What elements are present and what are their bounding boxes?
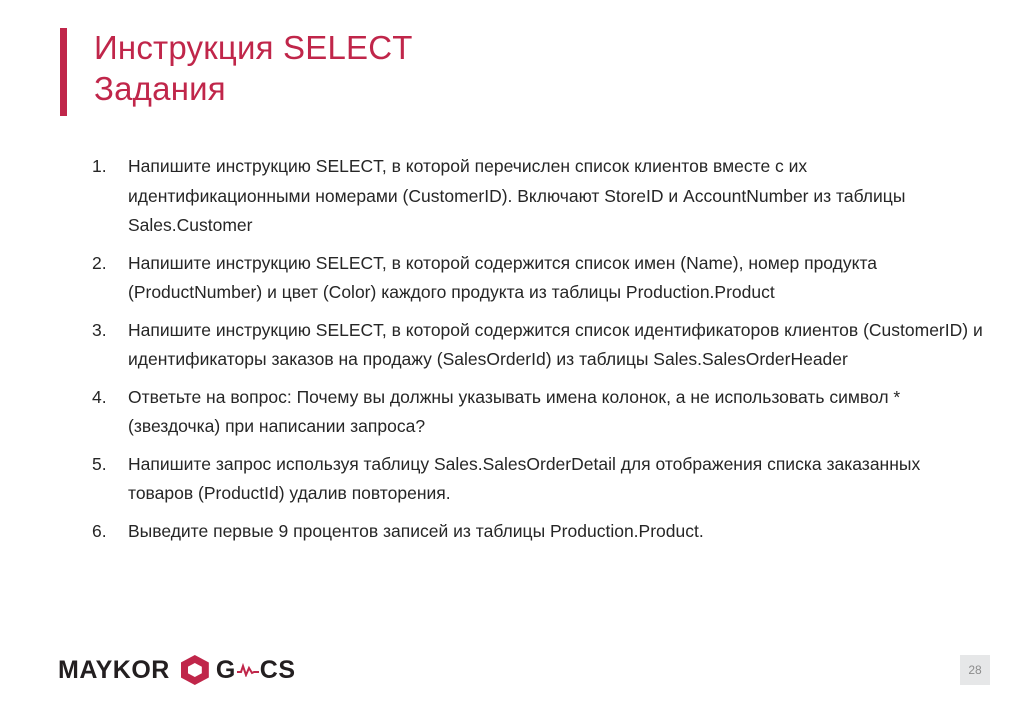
list-item-number: 5. (92, 453, 107, 474)
list-item (88, 152, 983, 241)
list-item-text: Напишите инструкцию SELECT, в которой содержится список имен (Name), номер продукта (ProductNumber) и цвет (Color) каждого продукта из таблицы Production.Product (128, 252, 878, 302)
list-item-text: Напишите инструкцию SELECT, в которой содержится список идентификаторов клиентов (CustomerID) и идентификаторы заказов на продажу (SalesOrderId) из таблицы Sales.SalesOrderHeader (128, 319, 983, 369)
list-item-number: 6. (92, 520, 107, 541)
list-item-text: Напишите инструкцию SELECT, в которой перечислен список клиентов вместе с их идентификационными номерами (CustomerID). Включают StoreID и AccountNumber из таблицы Sales.Customer (128, 156, 906, 235)
page-number: 28 (960, 655, 990, 685)
logo-maykor-text: MAYKOR (58, 655, 170, 684)
list-item-number: 3. (92, 319, 107, 340)
logo-gmcs-right: CS (259, 655, 296, 684)
list-item (88, 383, 983, 442)
list-item (88, 249, 983, 308)
slide-title-block (60, 28, 413, 116)
list-item-text: Ответьте на вопрос: Почему вы должны указывать имена колонок, а не использовать символ * (звездочка) при написании запроса? (128, 386, 901, 436)
logo-gmcs-left: G (215, 655, 236, 684)
list-item-number: 4. (92, 386, 107, 407)
page-subtitle: Задания (94, 70, 226, 107)
list-item (88, 316, 983, 375)
list-item-text: Напишите запрос используя таблицу Sales.SalesOrderDetail для отображения списка заказанных товаров (ProductId) удалив повторения. (128, 453, 921, 503)
list-item-number: 2. (92, 252, 107, 273)
task-list (88, 152, 983, 554)
logo-gmcs-text (216, 656, 296, 685)
list-item-number: 1. (92, 156, 107, 176)
title-texts (94, 28, 413, 110)
hexagon-icon (181, 655, 209, 685)
footer-logo (58, 655, 296, 685)
list-item (88, 517, 983, 547)
title-accent-bar (60, 28, 67, 116)
wave-icon (237, 663, 259, 677)
list-item (88, 450, 983, 509)
list-item-text: Выведите первые 9 процентов записей из таблицы Production.Product. (128, 520, 704, 541)
page-title: Инструкция SELECT (94, 29, 413, 66)
